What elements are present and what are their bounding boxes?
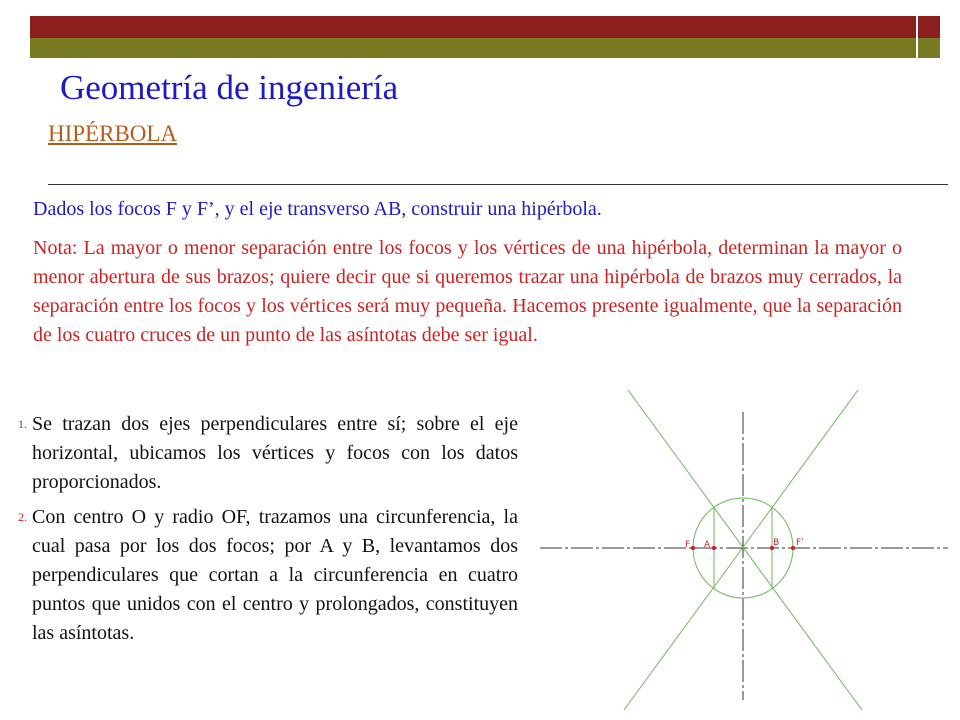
header-bar-dark	[30, 16, 916, 38]
step-item	[18, 503, 518, 648]
steps-list	[18, 410, 518, 654]
step-text: Se trazan dos ejes perpendiculares entre sí; sobre el eje horizontal, ubicamos los vértices y focos con los datos proporcionados.	[32, 413, 518, 493]
corner-square-olive	[918, 38, 940, 58]
asymptote-line	[628, 390, 862, 710]
focus-f-prime-label: F’	[796, 538, 805, 548]
vertex-a-point	[712, 546, 716, 550]
focus-f-prime-point	[791, 546, 795, 550]
page-title: Geometría de ingeniería	[60, 68, 399, 107]
vertex-a-label: A	[704, 540, 711, 550]
step-item	[18, 410, 518, 497]
corner-square-dark	[918, 16, 940, 38]
header-bar-olive	[30, 38, 916, 58]
step-number: 1.	[18, 417, 27, 431]
title-divider	[48, 184, 948, 185]
focus-f-label: F	[685, 540, 691, 550]
problem-statement: Dados los focos F y F’, y el eje transverso AB, construir una hipérbola.	[33, 198, 602, 220]
note-paragraph: Nota: La mayor o menor separación entre los focos y los vértices de una hipérbola, determinan la mayor o menor abertura de sus brazos; quiere decir que si queremos trazar una hipérbola de brazos muy cerrados, la separación entre los focos y los vértices será muy pequeña. Hacemos presente igualmente, que la separación de los cuatro cruces de un punto de las asíntotas debe ser igual.	[33, 237, 902, 346]
focus-f-point	[691, 546, 695, 550]
step-text: Con centro O y radio OF, trazamos una circunferencia, la cual pasa por los dos focos; por A y B, levantamos dos perpendiculares que cortan a la circunferencia en cuatro puntos que unidos con el centro y prolongados, constituyen las asíntotas.	[32, 506, 518, 644]
step-number: 2.	[18, 510, 27, 524]
asymptote-line	[624, 390, 858, 710]
section-subtitle: HIPÉRBOLA	[48, 121, 178, 146]
vertex-b-label: B	[773, 538, 780, 548]
hyperbola-construction-diagram	[540, 390, 950, 710]
